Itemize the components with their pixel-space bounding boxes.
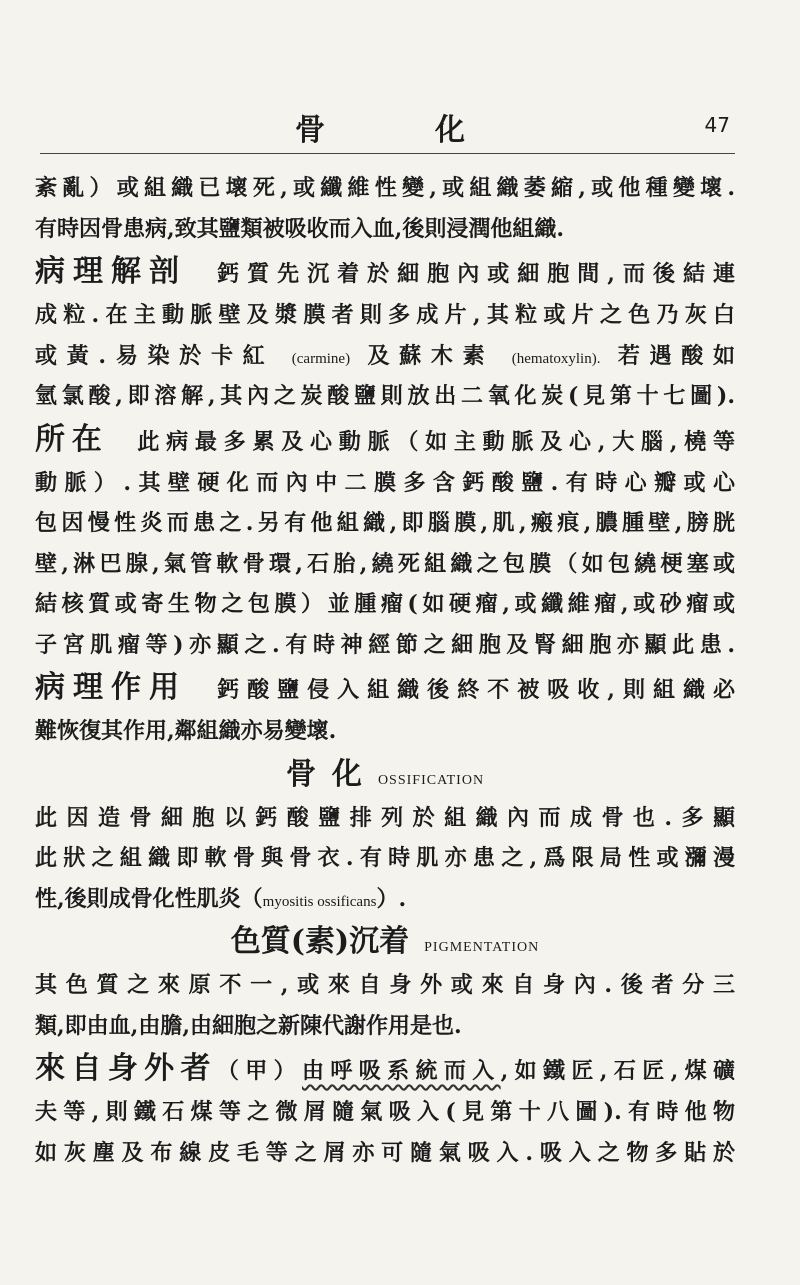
header-rule [40,153,735,154]
text-run: 若遇酸如 [600,342,735,369]
text-run: 鈣酸鹽侵入組織後終不被吸收,則組織必 [187,677,735,703]
text-run: 其色質之來原不一,或來自身外或來自身內.後者分三 [35,972,735,998]
text-run: 紊亂）或組織已壞死,或纖維性變,或組織萎縮,或他種變壞. [35,175,735,201]
page-header [0,95,800,155]
text-run: 或黃.易染於卡紅 [35,342,292,369]
text-run: 性,後則成骨化性肌炎（ [35,885,263,912]
text-line [35,965,735,1006]
text-line [35,1046,735,1092]
text-run: 此狀之組織即軟骨與骨衣.有時肌亦患之,爲限局性或瀰漫 [35,845,735,871]
text-line [35,798,735,839]
running-head: 骨 化 [295,113,505,148]
text-line [35,417,735,463]
text-run: (hematoxylin). [511,350,601,367]
text-run: 氫氯酸,即溶解,其內之炭酸鹽則放出二氧化炭(見第十七圖). [35,383,735,409]
section-heading: 病理作用 [35,670,188,705]
text-run: 類,即由血,由膽,由細胞之新陳代謝作用是也. [35,1012,462,1039]
section-heading: 病理解剖 [35,254,188,289]
page-number: 47 [704,113,730,137]
text-line [35,544,735,585]
text-line [35,1133,735,1174]
text-line [35,249,735,295]
text-run: (carmine) [291,350,351,367]
text-line [35,168,735,209]
text-line [35,879,735,920]
text-run: 動脈）.其壁硬化而內中二膜多含鈣酸鹽.有時心瓣或心 [35,469,735,496]
text-run: 鈣質先沉着於細胞內或細胞間,而後結連 [187,261,735,287]
text-line [35,376,735,417]
text-line [35,665,735,711]
text-run: 如灰塵及布線皮毛等之屑亦可隨氣吸入.吸入之物多貼於 [35,1139,735,1166]
text-run: 結核質或寄生物之包膜）並腫瘤(如硬瘤,或纖維瘤,或砂瘤或 [35,591,735,617]
text-run: 由呼吸系統而入 [302,1058,501,1084]
text-line [35,503,735,544]
text-run: 有時因骨患病,致其鹽類被吸收而入血,後則浸潤他組織. [35,215,564,242]
text-run: ）. [376,885,407,912]
section-heading: 色質(素)沉着 [230,924,410,959]
text-line [35,838,735,879]
text-line [35,625,735,666]
text-line [35,295,735,336]
section-heading: 所在 [35,421,109,457]
section-heading: 來自身外者 [35,1051,217,1086]
text-run: 難恢復其作用,鄰組織亦易變壞. [35,718,337,744]
text-line [35,209,735,250]
text-line [35,1092,735,1133]
text-line [35,752,735,798]
text-run: 包因慢性炎而患之.另有他組織,即腦膜,肌,瘢痕,膿腫壁,膀胱 [35,510,735,536]
text-line [35,463,735,504]
text-run: ,如鐵匠,石匠,煤礦 [500,1058,735,1084]
section-heading: 骨化 [285,756,378,792]
text-run: 及蘇木素 [350,342,512,369]
text-line [35,1006,735,1047]
text-line [35,336,735,377]
text-run: 子宮肌瘤等)亦顯之.有時神經節之細胞及腎細胞亦顯此患. [35,631,735,658]
page-body [35,168,735,1173]
text-run: 此因造骨細胞以鈣酸鹽排列於組織內而成骨也.多顯 [35,804,735,831]
text-line [35,711,735,752]
text-run: 成粒.在主動脈壁及漿膜者則多成片,其粒或片之色乃灰白 [35,302,735,328]
text-run: OSSIFICATION [377,772,485,788]
text-line [35,584,735,625]
text-line [35,919,735,965]
text-run: myositis ossificans [262,893,377,910]
text-run: PIGMENTATION [409,940,540,955]
text-run: 此病最多累及心動脈（如主動脈及心,大腦,橈等 [108,428,735,455]
text-run: （甲） [216,1058,302,1084]
text-run: 壁,淋巴腺,氣管軟骨環,石胎,繞死組織之包膜（如包繞梗塞或 [35,550,735,577]
text-run: 夫等,則鐵石煤等之微屑隨氣吸入(見第十八圖).有時他物 [35,1099,735,1125]
